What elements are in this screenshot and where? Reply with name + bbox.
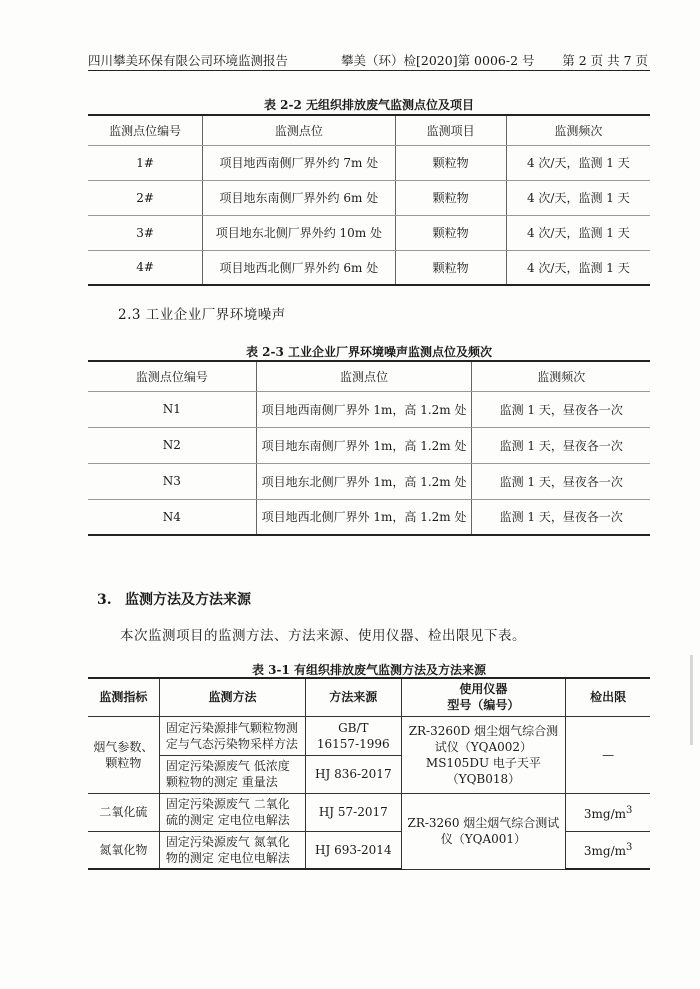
table-row — [88, 716, 650, 755]
cell-point-id: N1 — [88, 391, 256, 427]
method-line2: 物的测定 定电位电解法 — [165, 850, 290, 865]
cell-point-id: 3# — [88, 215, 203, 250]
header-page-info: 第 2 页 共 7 页 — [562, 53, 648, 68]
method-line2: 硫的测定 定电位电解法 — [165, 813, 290, 827]
table-header-row — [88, 678, 650, 716]
cell-frequency: 监测 1 天，昼夜各一次 — [472, 499, 650, 535]
cell-point: 项目地东北侧厂界外 1m，高 1.2m 处 — [256, 463, 472, 499]
instrument-line2: 仪（YQA001） — [440, 832, 527, 846]
cell-indicator-so2: 二氧化硫 — [88, 793, 159, 831]
table-2-3 — [88, 360, 650, 536]
section-3-paragraph: 本次监测项目的监测方法、方法来源、使用仪器、检出限见下表。 — [120, 628, 526, 644]
limit-nox-value: 3mg/m — [583, 844, 626, 859]
table-row — [88, 463, 650, 499]
method-line2: 颗粒物的测定 重量法 — [165, 775, 278, 789]
table-row — [88, 499, 650, 535]
limit-so2-sup: 3 — [626, 804, 633, 816]
table-header-row — [88, 361, 650, 391]
col-header-point: 监测点位 — [203, 115, 395, 145]
cell-point-id: 4# — [88, 250, 203, 285]
col-header-instrument-line1: 使用仪器 — [459, 682, 508, 697]
col-header-frequency: 监测频次 — [506, 115, 650, 145]
cell-method — [159, 831, 305, 869]
table-header-row — [88, 115, 650, 145]
table-row — [88, 180, 650, 215]
cell-item: 颗粒物 — [395, 145, 506, 180]
limit-nox-sup: 3 — [626, 842, 633, 854]
table-2-2 — [88, 114, 650, 286]
cell-instrument — [401, 716, 566, 793]
page-header — [88, 49, 648, 71]
cell-source: HJ 836-2017 — [306, 755, 401, 793]
cell-frequency: 监测 1 天，昼夜各一次 — [472, 391, 650, 427]
source-line1: GB/T — [338, 720, 369, 735]
cell-point: 项目地西北侧厂界外约 6m 处 — [203, 250, 395, 285]
cell-point: 项目地东北侧厂界外约 10m 处 — [203, 215, 395, 250]
col-header-instrument-line2: 型号（编号） — [447, 698, 520, 713]
table-3-1-caption: 表 3-1 有组织排放废气监测方法及方法来源 — [251, 663, 487, 677]
col-header-method: 监测方法 — [159, 678, 305, 716]
instrument-line2: 试仪（YQA002） — [434, 739, 533, 754]
cell-point: 项目地东南侧厂界外 1m，高 1.2m 处 — [256, 427, 472, 463]
cell-item: 颗粒物 — [395, 180, 506, 215]
indicator-line2: 颗粒物 — [105, 755, 142, 770]
col-header-limit: 检出限 — [566, 678, 650, 716]
cell-source — [306, 716, 401, 755]
cell-indicator-flue-gas — [88, 716, 159, 793]
cell-item: 颗粒物 — [395, 250, 506, 285]
cell-frequency: 4 次/天，监测 1 天 — [506, 180, 650, 215]
col-header-item: 监测项目 — [395, 115, 506, 145]
cell-item: 颗粒物 — [395, 215, 506, 250]
header-divider — [88, 70, 650, 71]
cell-source: HJ 693-2014 — [306, 831, 401, 869]
cell-point: 项目地西南侧厂界外 1m，高 1.2m 处 — [256, 391, 472, 427]
cell-source: HJ 57-2017 — [306, 793, 401, 831]
table-row — [88, 391, 650, 427]
section-2-3-title: 2.3 工业企业厂界环境噪声 — [118, 307, 286, 323]
cell-point-id: N3 — [88, 463, 256, 499]
cell-method — [159, 793, 305, 831]
cell-point-id: N4 — [88, 499, 256, 535]
cell-point: 项目地东南侧厂界外约 6m 处 — [203, 180, 395, 215]
col-header-point: 监测点位 — [256, 361, 472, 391]
cell-point: 项目地西南侧厂界外约 7m 处 — [203, 145, 395, 180]
source-line2: 16157-1996 — [316, 736, 390, 751]
instrument-line1: ZR-3260 烟尘烟气综合测试 — [407, 816, 560, 830]
cell-instrument — [401, 793, 566, 869]
method-line2: 定与气态污染物采样方法 — [165, 736, 298, 751]
table-row — [88, 427, 650, 463]
cell-frequency: 4 次/天，监测 1 天 — [506, 250, 650, 285]
header-report-number: 攀美（环）检[2020]第 0006-2 号 — [341, 53, 535, 68]
cell-limit — [566, 831, 650, 869]
header-org: 四川攀美环保有限公司环境监测报告 — [88, 53, 289, 68]
instrument-line4: （YQB018） — [446, 771, 521, 786]
method-line1: 固定污染源废气 二氧化 — [165, 797, 290, 811]
cell-limit: — — [566, 716, 650, 793]
cell-frequency: 4 次/天，监测 1 天 — [506, 145, 650, 180]
table-2-3-caption: 表 2-3 工业企业厂界环境噪声监测点位及频次 — [245, 345, 493, 359]
col-header-point-id: 监测点位编号 — [88, 115, 203, 145]
cell-point-id: 2# — [88, 180, 203, 215]
table-row — [88, 215, 650, 250]
col-header-frequency: 监测频次 — [472, 361, 650, 391]
method-line1: 固定污染源废气 低浓度 — [165, 759, 290, 773]
cell-indicator-nox: 氮氧化物 — [88, 831, 159, 869]
col-header-source: 方法来源 — [306, 678, 401, 716]
table-row — [88, 250, 650, 285]
scan-edge-mark — [690, 655, 693, 745]
col-header-instrument — [401, 678, 566, 716]
indicator-line1: 烟气参数、 — [93, 739, 154, 754]
limit-so2-value: 3mg/m — [583, 806, 626, 821]
cell-frequency: 监测 1 天，昼夜各一次 — [472, 427, 650, 463]
table-3-1 — [88, 677, 650, 870]
cell-frequency: 监测 1 天，昼夜各一次 — [472, 463, 650, 499]
method-line1: 固定污染源排气颗粒物测 — [165, 720, 298, 735]
method-line1: 固定污染源废气 氮氧化 — [165, 834, 290, 849]
cell-limit — [566, 793, 650, 831]
instrument-line1: ZR-3260D 烟尘烟气综合测 — [408, 723, 559, 738]
table-row — [88, 793, 650, 831]
table-row — [88, 145, 650, 180]
cell-point-id: 1# — [88, 145, 203, 180]
section-3-heading — [97, 589, 251, 609]
cell-point: 项目地西北侧厂界外 1m，高 1.2m 处 — [256, 499, 472, 535]
col-header-indicator: 监测指标 — [88, 678, 159, 716]
section-3-number: 3. — [97, 592, 112, 608]
table-2-2-caption: 表 2-2 无组织排放废气监测点位及项目 — [263, 98, 475, 112]
cell-method — [159, 755, 305, 793]
section-3-title: 监测方法及方法来源 — [125, 592, 251, 608]
cell-point-id: N2 — [88, 427, 256, 463]
cell-frequency: 4 次/天，监测 1 天 — [506, 215, 650, 250]
cell-method — [159, 716, 305, 755]
col-header-point-id: 监测点位编号 — [88, 361, 256, 391]
table-row — [88, 831, 650, 869]
instrument-line3: MS105DU 电子天平 — [425, 755, 541, 770]
